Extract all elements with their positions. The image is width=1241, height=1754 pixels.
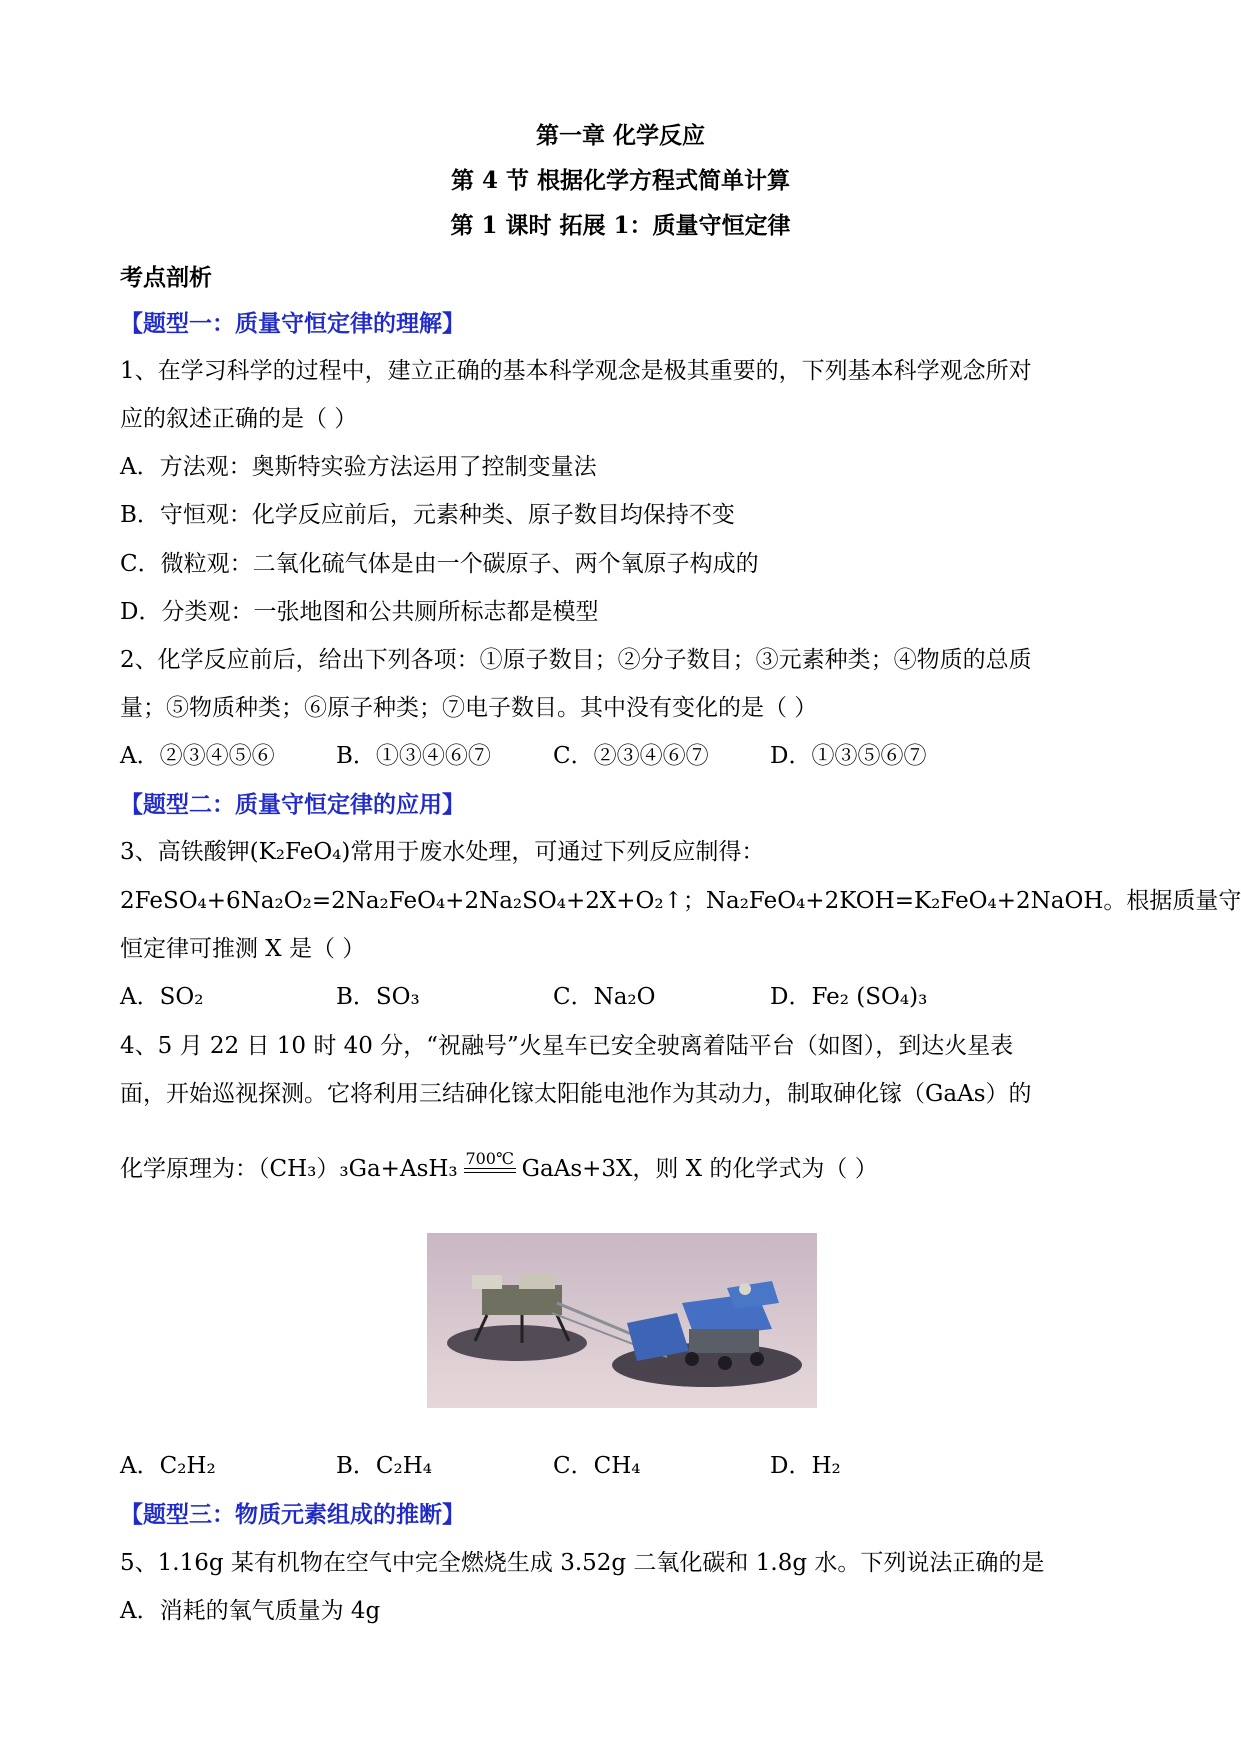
q4-option-d: D．H₂ <box>770 1453 841 1479</box>
type1-heading: 【题型一：质量守恒定律的理解】 <box>120 310 465 337</box>
q1-option-a: A．方法观：奥斯特实验方法运用了控制变量法 <box>120 454 597 480</box>
q4-line3 <box>120 1150 878 1185</box>
q3-line2: 2FeSO₄+6Na₂O₂=2Na₂FeO₄+2Na₂SO₄+2X+O₂↑；Na₂FeO₄+2KOH=K₂FeO₄+2NaOH。根据质量守 <box>120 888 1241 914</box>
q3-option-b: B．SO₃ <box>336 984 420 1010</box>
q3-option-a: A．SO₂ <box>120 984 204 1010</box>
q4-option-b: B．C₂H₄ <box>336 1453 432 1479</box>
condition-label: 700℃ <box>465 1149 514 1168</box>
q3-option-c: C．Na₂O <box>553 984 656 1010</box>
q2-line1: 2、化学反应前后，给出下列各项：①原子数目；②分子数目；③元素种类；④物质的总质 <box>120 647 1032 673</box>
chapter-title: 第一章 化学反应 <box>535 122 705 149</box>
q2-option-c: C．②③④⑥⑦ <box>553 743 709 769</box>
q5-line1: 5、1.16g 某有机物在空气中完全燃烧生成 3.52g 二氧化碳和 1.8g 水。下列说法正确的是 <box>120 1550 1045 1576</box>
q4-equation-right: GaAs+3X，则 X 的化学式为（ ） <box>521 1156 878 1182</box>
q2-option-d: D．①③⑤⑥⑦ <box>770 743 927 769</box>
lesson-title: 第 1 课时 拓展 1：质量守恒定律 <box>450 212 791 239</box>
q1-option-c: C．微粒观：二氧化硫气体是由一个碳原子、两个氧原子构成的 <box>120 551 759 577</box>
q2-line2: 量；⑤物质种类；⑥原子种类；⑦电子数目。其中没有变化的是（ ） <box>120 695 818 721</box>
q4-option-a: A．C₂H₂ <box>120 1453 216 1479</box>
q4-line2: 面，开始巡视探测。它将利用三结砷化镓太阳能电池作为其动力，制取砷化镓（GaAs）的 <box>120 1081 1032 1107</box>
q3-line1: 3、高铁酸钾(K₂FeO₄)常用于废水处理，可通过下列反应制得： <box>120 839 765 865</box>
equals-bar <box>464 1168 516 1173</box>
q1-option-d: D．分类观：一张地图和公共厕所标志都是模型 <box>120 599 599 625</box>
q4-line1: 4、5 月 22 日 10 时 40 分，“祝融号”火星车已安全驶离着陆平台（如图），到达火星表 <box>120 1033 1014 1059</box>
q2-option-a: A．②③④⑤⑥ <box>120 743 275 769</box>
q3-line3: 恒定律可推测 X 是（ ） <box>120 936 366 962</box>
kaodian-heading: 考点剖析 <box>120 264 212 291</box>
type3-heading: 【题型三：物质元素组成的推断】 <box>120 1501 465 1528</box>
q1-option-b: B．守恒观：化学反应前后，元素种类、原子数目均保持不变 <box>120 502 735 528</box>
q1-line2: 应的叙述正确的是（ ） <box>120 406 358 432</box>
section-title: 第 4 节 根据化学方程式简单计算 <box>450 167 791 194</box>
q5-option-a: A．消耗的氧气质量为 4g <box>120 1598 381 1624</box>
q3-option-d: D．Fe₂ (SO₄)₃ <box>770 984 928 1010</box>
rover-photo <box>427 1233 817 1408</box>
reaction-condition <box>464 1150 516 1185</box>
q2-option-b: B．①③④⑥⑦ <box>336 743 491 769</box>
q4-option-c: C．CH₄ <box>553 1453 641 1479</box>
type2-heading: 【题型二：质量守恒定律的应用】 <box>120 791 465 818</box>
q1-line1: 1、在学习科学的过程中，建立正确的基本科学观念是极其重要的，下列基本科学观念所对 <box>120 358 1032 384</box>
q4-equation-left: 化学原理为：（CH₃）₃Ga+AsH₃ <box>120 1156 458 1182</box>
